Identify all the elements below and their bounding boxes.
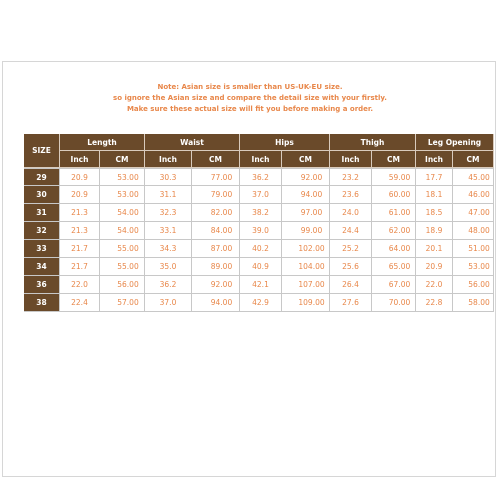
group-header-length: Length (60, 134, 145, 151)
inch-value-cell: 42.9 (240, 294, 282, 312)
unit-header: CM (282, 151, 330, 168)
inch-value-cell: 36.2 (145, 276, 192, 294)
cm-value-cell: 53.00 (100, 186, 145, 204)
cm-value-cell: 45.00 (453, 168, 494, 186)
table-row (24, 240, 494, 258)
inch-value-cell: 23.2 (330, 168, 372, 186)
inch-value-cell: 21.3 (60, 222, 100, 240)
inch-value-cell: 20.9 (60, 186, 100, 204)
cm-value-cell: 92.00 (282, 168, 330, 186)
cm-value-cell: 94.00 (192, 294, 240, 312)
inch-value-cell: 38.2 (240, 204, 282, 222)
cm-value-cell: 94.00 (282, 186, 330, 204)
cm-value-cell: 58.00 (453, 294, 494, 312)
group-header-thigh: Thigh (330, 134, 416, 151)
cm-value-cell: 48.00 (453, 222, 494, 240)
inch-value-cell: 18.1 (416, 186, 453, 204)
cm-value-cell: 109.00 (282, 294, 330, 312)
unit-header: Inch (145, 151, 192, 168)
table-row (24, 258, 494, 276)
unit-header: CM (453, 151, 494, 168)
group-header-hips: Hips (240, 134, 330, 151)
table-row (24, 186, 494, 204)
size-cell: 31 (24, 204, 60, 222)
cm-value-cell: 51.00 (453, 240, 494, 258)
cm-value-cell: 104.00 (282, 258, 330, 276)
size-cell: 29 (24, 168, 60, 186)
inch-value-cell: 32.3 (145, 204, 192, 222)
inch-value-cell: 35.0 (145, 258, 192, 276)
inch-value-cell: 37.0 (145, 294, 192, 312)
size-cell: 32 (24, 222, 60, 240)
inch-value-cell: 39.0 (240, 222, 282, 240)
cm-value-cell: 56.00 (453, 276, 494, 294)
inch-value-cell: 18.9 (416, 222, 453, 240)
inch-value-cell: 40.2 (240, 240, 282, 258)
inch-value-cell: 36.2 (240, 168, 282, 186)
cm-value-cell: 84.00 (192, 222, 240, 240)
inch-value-cell: 22.0 (416, 276, 453, 294)
cm-value-cell: 67.00 (372, 276, 416, 294)
inch-value-cell: 22.0 (60, 276, 100, 294)
inch-value-cell: 23.6 (330, 186, 372, 204)
unit-header: CM (372, 151, 416, 168)
note-line: Make sure these actual size will fit you before making a order. (126, 105, 374, 113)
inch-value-cell: 24.0 (330, 204, 372, 222)
unit-header: CM (192, 151, 240, 168)
cm-value-cell: 87.00 (192, 240, 240, 258)
cm-value-cell: 99.00 (282, 222, 330, 240)
cm-value-cell: 57.00 (100, 294, 145, 312)
inch-value-cell: 20.9 (416, 258, 453, 276)
unit-header: Inch (416, 151, 453, 168)
inch-value-cell: 20.9 (60, 168, 100, 186)
cm-value-cell: 53.00 (100, 168, 145, 186)
cm-value-cell: 97.00 (282, 204, 330, 222)
inch-value-cell: 34.3 (145, 240, 192, 258)
inch-value-cell: 22.8 (416, 294, 453, 312)
inch-value-cell: 21.7 (60, 240, 100, 258)
inch-value-cell: 21.3 (60, 204, 100, 222)
group-header-waist: Waist (145, 134, 240, 151)
inch-value-cell: 25.6 (330, 258, 372, 276)
unit-header: CM (100, 151, 145, 168)
group-header-leg-opening: Leg Opening (416, 134, 494, 151)
cm-value-cell: 59.00 (372, 168, 416, 186)
inch-value-cell: 25.2 (330, 240, 372, 258)
cm-value-cell: 60.00 (372, 186, 416, 204)
table-row (24, 294, 494, 312)
cm-value-cell: 53.00 (453, 258, 494, 276)
inch-value-cell: 26.4 (330, 276, 372, 294)
inch-value-cell: 18.5 (416, 204, 453, 222)
cm-value-cell: 56.00 (100, 276, 145, 294)
size-cell: 34 (24, 258, 60, 276)
unit-header: Inch (60, 151, 100, 168)
inch-value-cell: 17.7 (416, 168, 453, 186)
cm-value-cell: 79.00 (192, 186, 240, 204)
cm-value-cell: 107.00 (282, 276, 330, 294)
unit-header: Inch (240, 151, 282, 168)
size-cell: 36 (24, 276, 60, 294)
table-row (24, 222, 494, 240)
cm-value-cell: 46.00 (453, 186, 494, 204)
cm-value-cell: 92.00 (192, 276, 240, 294)
inch-value-cell: 30.3 (145, 168, 192, 186)
inch-value-cell: 33.1 (145, 222, 192, 240)
size-header: SIZE (24, 134, 60, 168)
note-line: so ignore the Asian size and compare the detail size with your firstly. (113, 94, 387, 102)
cm-value-cell: 64.00 (372, 240, 416, 258)
unit-header: Inch (330, 151, 372, 168)
cm-value-cell: 82.00 (192, 204, 240, 222)
cm-value-cell: 47.00 (453, 204, 494, 222)
cm-value-cell: 55.00 (100, 240, 145, 258)
size-cell: 30 (24, 186, 60, 204)
size-note (0, 82, 500, 115)
cm-value-cell: 55.00 (100, 258, 145, 276)
inch-value-cell: 22.4 (60, 294, 100, 312)
table-row (24, 204, 494, 222)
size-cell: 33 (24, 240, 60, 258)
inch-value-cell: 24.4 (330, 222, 372, 240)
cm-value-cell: 61.00 (372, 204, 416, 222)
cm-value-cell: 77.00 (192, 168, 240, 186)
size-cell: 38 (24, 294, 60, 312)
cm-value-cell: 62.00 (372, 222, 416, 240)
inch-value-cell: 42.1 (240, 276, 282, 294)
inch-value-cell: 31.1 (145, 186, 192, 204)
cm-value-cell: 102.00 (282, 240, 330, 258)
table-row (24, 168, 494, 186)
inch-value-cell: 20.1 (416, 240, 453, 258)
cm-value-cell: 65.00 (372, 258, 416, 276)
note-line: Note: Asian size is smaller than US-UK-EU size. (157, 83, 343, 91)
cm-value-cell: 89.00 (192, 258, 240, 276)
inch-value-cell: 27.6 (330, 294, 372, 312)
inch-value-cell: 37.0 (240, 186, 282, 204)
cm-value-cell: 54.00 (100, 204, 145, 222)
inch-value-cell: 40.9 (240, 258, 282, 276)
cm-value-cell: 54.00 (100, 222, 145, 240)
cm-value-cell: 70.00 (372, 294, 416, 312)
inch-value-cell: 21.7 (60, 258, 100, 276)
table-row (24, 276, 494, 294)
size-chart-table (24, 134, 494, 312)
